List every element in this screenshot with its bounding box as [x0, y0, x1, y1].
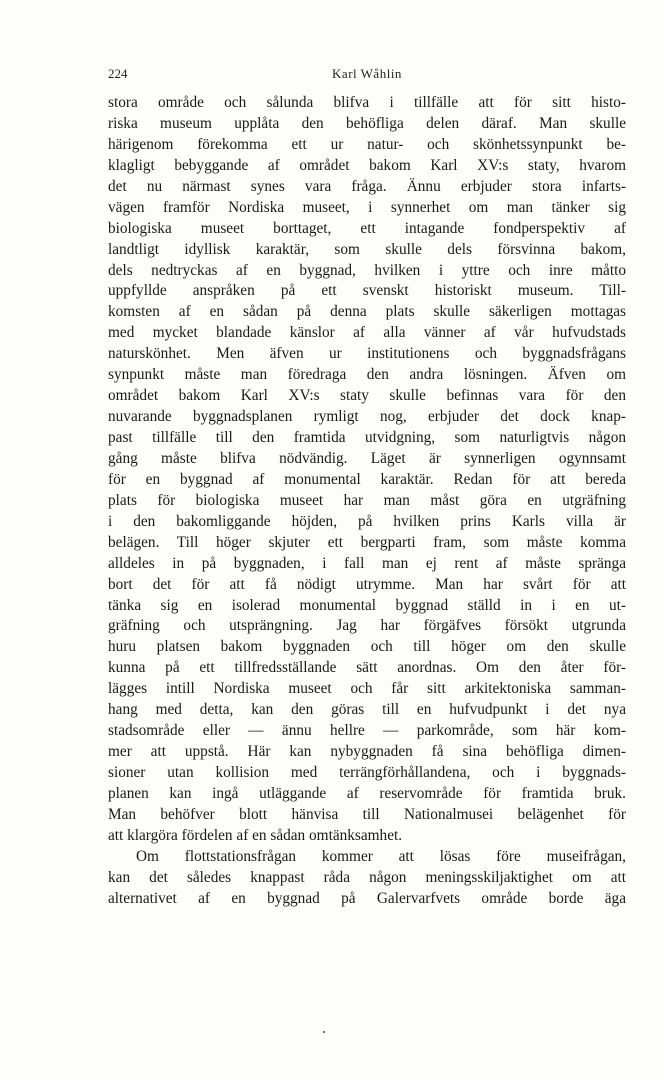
text-line: dels nedtryckas af en byggnad, hvilken i yttre och inre måtto [108, 261, 626, 279]
text-line: Om flottstationsfrågan kommer att lösas före museifrågan, [136, 847, 626, 865]
text-line: komsten af en sådan på denna plats skulle säkerligen mottagas [108, 303, 626, 321]
body-text [108, 93, 626, 910]
text-line: nuvarande byggnadsplanen rymligt nog, erbjuder det dock knap- [108, 408, 626, 426]
page-header [108, 66, 626, 84]
text-line: gång måste blifva nödvändig. Läget är synnerligen ogynnsamt [108, 449, 626, 467]
text-line: området bakom Karl XV:s staty skulle befinnas vara för den [108, 387, 626, 405]
text-line: med mycket blandade känslor af alla vänner af vår hufvudstads [108, 324, 626, 342]
text-line: kunna på ett tillfredsställande sätt anordnas. Om den åter för- [108, 659, 626, 677]
text-line: sioner utan kollision med terrängförhållandena, och i byggnads- [108, 764, 626, 781]
page-number: 224 [108, 66, 128, 81]
text-line: stora område och sålunda blifva i tillfälle att för sitt histo- [108, 94, 626, 111]
running-head: Karl Wåhlin [332, 66, 402, 81]
text-line: alldeles in på byggnaden, i fall man ej rent af måste spränga [108, 554, 626, 572]
text-line: hang med detta, kan den göras till en hufvudpunkt i det nya [108, 701, 626, 719]
text-line: stadsområde eller — ännu hellre — parkområde, som här kom- [108, 722, 626, 740]
text-line: naturskönhet. Men äfven ur institutionens och byggnadsfrågans [108, 345, 626, 363]
text-line: för en byggnad af monumental karaktär. Redan för att bereda [108, 470, 626, 488]
text-line: alternativet af en byggnad på Galervarfvets område borde äga [108, 889, 626, 907]
text-line: att klargöra fördelen af en sådan omtänksamhet. [108, 826, 403, 844]
paragraph-2 [108, 847, 626, 910]
text-line: biologiska museet borttaget, ett intagande fondperspektiv af [108, 219, 626, 237]
text-line: planen kan ingå utläggande af reservområde för framtida bruk. [108, 784, 626, 802]
text-line: bort det för att få nödigt utrymme. Man har svårt för att [108, 575, 626, 593]
text-line: belägen. Till höger skjuter ett bergparti fram, som måste komma [108, 533, 626, 551]
text-line: synpunkt måste man föredraga den andra lösningen. Äfven om [108, 366, 626, 384]
text-line: huru platsen bakom byggnaden och till höger om den skulle [108, 638, 626, 656]
text-line: i den bakomliggande höjden, på hvilken prins Karls villa är [108, 512, 626, 530]
text-line: härigenom förekomma ett ur natur- och skönhetssynpunkt be- [108, 135, 626, 153]
text-line: mer att uppstå. Här kan nybyggnaden få sina behöfliga dimen- [108, 743, 626, 761]
paragraph-1 [108, 93, 626, 847]
text-line: det nu närmast synes vara fråga. Ännu erbjuder stora infarts- [108, 177, 626, 195]
text-line: past tillfälle till den framtida utvidgning, som naturligtvis någon [108, 429, 626, 446]
text-line: uppfyllde anspråken på ett svenskt historiskt museum. Till- [108, 282, 626, 300]
text-line: Man behöfver blott hänvisa till Nationalmusei belägenhet för [108, 805, 626, 823]
text-line: vägen framför Nordiska museet, i synnerhet om man tänker sig [108, 198, 626, 216]
text-line: landtligt idyllisk karaktär, som skulle dels försvinna bakom, [108, 240, 626, 258]
text-line: kan det således knappast råda någon meningsskiljaktighet om att [108, 868, 626, 886]
text-line: lägges intill Nordiska museet och får sitt arkitektoniska samman- [108, 680, 626, 698]
text-line: gräfning och utsprängning. Jag har förgäfves försökt utgrunda [108, 617, 626, 635]
text-line: plats för biologiska museet har man måst göra en utgräfning [108, 491, 626, 509]
text-line: klagligt bebyggande af området bakom Karl XV:s staty, hvarom [108, 156, 626, 174]
text-line: riska museum upplåta den behöfliga delen däraf. Man skulle [108, 114, 626, 132]
print-speck [323, 1031, 325, 1033]
text-line: tänka sig en isolerad monumental byggnad ställd in i en ut- [108, 596, 626, 614]
